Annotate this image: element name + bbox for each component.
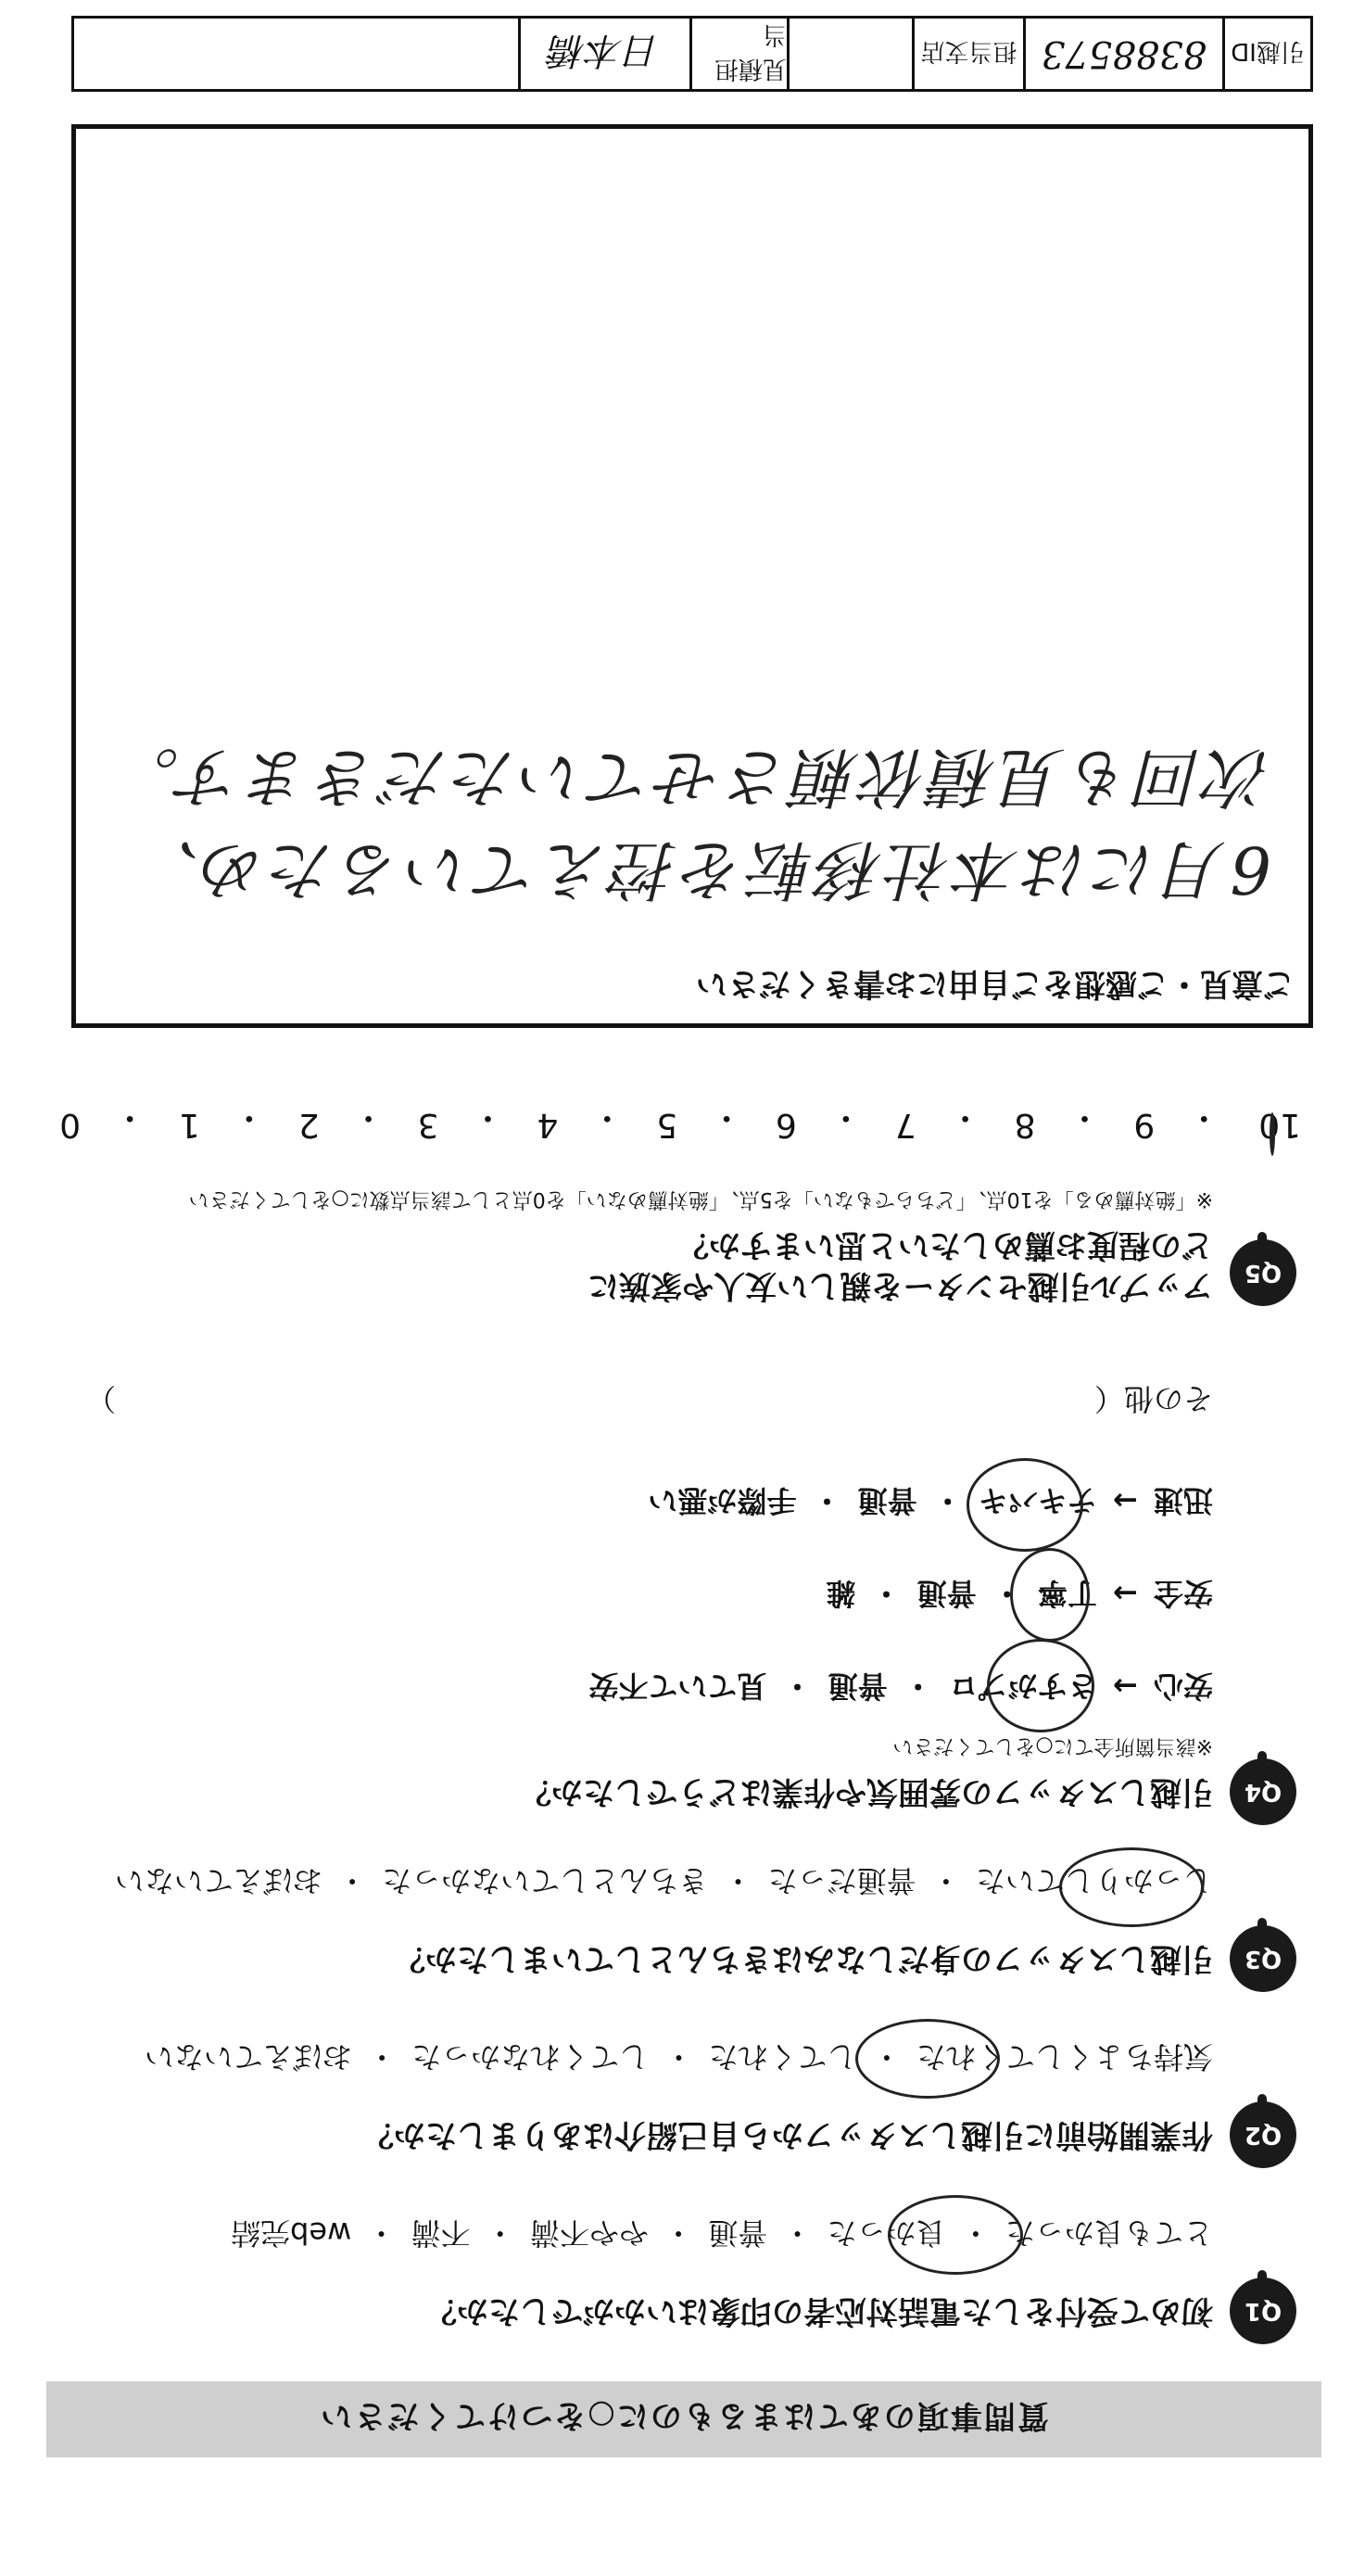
q4-question: 引越しスタッフの雰囲気や作業はどうでしたか？ xyxy=(520,1773,1213,1810)
q2-question: 作業開始前に引越しスタッフから自己紹介はありましたか？ xyxy=(362,2116,1213,2153)
survey-header-title: 質問事項のあてはまるものに○をつけてください xyxy=(319,2397,1049,2435)
q5-score-separator: ・ xyxy=(1068,1098,1102,1136)
q5-score-separator: ・ xyxy=(828,1098,863,1136)
footer-table xyxy=(71,16,1313,92)
q3-options: しっかりしていた ・ 普通だった ・ きちんとしていなかった ・ おぼえていない xyxy=(114,1863,1213,1898)
q5-score-option: 9 xyxy=(1133,1106,1156,1144)
q4-note: ※該当箇所全てに○をしてください xyxy=(892,1734,1213,1758)
footer-blank-cell xyxy=(74,19,518,89)
q5-score-separator: ・ xyxy=(232,1098,266,1136)
q5-question-line1: アップル引越センターを親しい友人や家族に xyxy=(588,1267,1213,1304)
branch-value xyxy=(787,19,912,89)
q4-row-safety: 安全 → 丁寧 ・ 普通 ・ 雑 xyxy=(826,1576,1213,1611)
q5-score-separator: ・ xyxy=(710,1098,744,1136)
q5-score-option: 7 xyxy=(894,1106,916,1144)
q5-score-option: 1 xyxy=(179,1106,200,1144)
q5-score-option: 10 xyxy=(1253,1097,1301,1144)
move-id-label: 引越ID xyxy=(1222,19,1310,89)
q5-question-line2: どの程度お薦めしたいと思いますか？ xyxy=(677,1226,1213,1263)
q5-score-option: 3 xyxy=(417,1106,439,1144)
q5-score-option: 0 xyxy=(59,1106,82,1144)
q3-badge-icon: Q3 xyxy=(1230,1925,1296,1992)
q1-question: 初めて受付をした電話対応者の印象はいかがでしたか？ xyxy=(425,2292,1213,2329)
move-id-value: 8388573 xyxy=(1023,19,1222,89)
q3-question: 引越しスタッフの身だしなみはきちんとしていましたか？ xyxy=(394,1940,1213,1977)
comments-box xyxy=(71,124,1313,1028)
q5-score-separator: ・ xyxy=(351,1098,385,1136)
q2-options: 気持ちよくしてくれた ・ してくれた ・ してくれなかった ・ おぼえていない xyxy=(144,2039,1213,2075)
q5-selected-score-circle xyxy=(1270,1112,1275,1156)
q4-row-reassurance: 安心 → さすがプロ ・ 普通 ・ 見ていて不安 xyxy=(588,1669,1213,1704)
comments-handwriting-line1: 6月には本社移転を控えているため、 xyxy=(132,831,1271,907)
branch-label: 担当支店 xyxy=(912,19,1023,89)
q5-score-separator: ・ xyxy=(113,1098,147,1136)
q2-badge-icon: Q2 xyxy=(1230,2101,1296,2168)
q5-score-separator: ・ xyxy=(1187,1098,1221,1136)
q5-score-separator: ・ xyxy=(471,1098,505,1136)
q5-score-option: 4 xyxy=(537,1106,559,1144)
comments-handwriting-line2: 次回も見積依頼させていただきます。 xyxy=(110,739,1271,815)
comments-title: ご意見・ご感想をご自由にお書きください xyxy=(696,965,1295,1002)
q5-score-separator: ・ xyxy=(948,1098,982,1136)
estimator-label: 見積担当 xyxy=(689,19,787,89)
q4-other-field: その他（ ） xyxy=(85,1381,1213,1416)
q1-options: とても良かった ・ 良かった ・ 普通 ・ やや不満 ・ 不満 ・ web完結 xyxy=(231,2215,1213,2251)
q5-score-option: 2 xyxy=(297,1106,320,1144)
q5-score-option: 6 xyxy=(776,1106,797,1144)
q5-score-scale xyxy=(59,1097,1301,1144)
estimator-value: 日本橋 xyxy=(518,19,689,89)
q5-note: ※「絶対薦める」を10点、「どちらでもない」を5点、「絶対薦めない」を0点として該当点数に○をしてください xyxy=(188,1187,1213,1211)
q4-badge-icon: Q4 xyxy=(1230,1758,1296,1825)
q4-row-speed: 迅速 → テキパキ ・ 普通 ・ 手際が悪い xyxy=(648,1483,1213,1518)
q1-badge-icon: Q1 xyxy=(1230,2278,1296,2344)
q5-score-option: 8 xyxy=(1014,1106,1036,1144)
q5-score-separator: ・ xyxy=(590,1098,625,1136)
q5-score-option: 5 xyxy=(656,1106,678,1144)
q5-badge-icon: Q5 xyxy=(1230,1239,1296,1306)
survey-header xyxy=(46,2381,1321,2457)
